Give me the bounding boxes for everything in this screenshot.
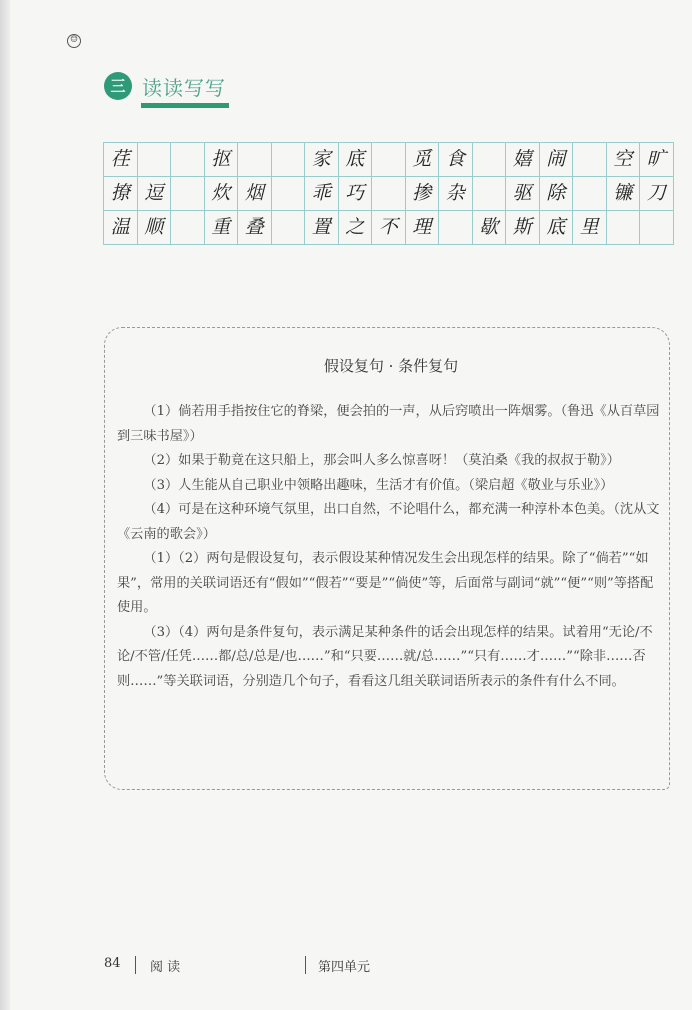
grid-cell bbox=[640, 211, 674, 245]
footer-unit: 第四单元 bbox=[318, 960, 371, 975]
grid-cell bbox=[171, 211, 205, 245]
box-title: 假设复句 · 条件复句 bbox=[323, 357, 459, 375]
section-number-badge: 三 bbox=[104, 72, 132, 100]
grid-cell: 掺 bbox=[406, 177, 440, 211]
page-edge bbox=[0, 0, 10, 1010]
paragraph: （3）人生能从自己职业中领略出趣味，生活才有价值。（梁启超《敬业与乐业》） bbox=[143, 477, 614, 493]
grid-cell: 理 bbox=[406, 211, 440, 245]
grid-cell bbox=[138, 143, 172, 177]
paragraph: （2）如果于勒竟在这只船上，那会叫人多么惊喜呀！（莫泊桑《我的叔叔于勒》） bbox=[143, 453, 620, 468]
paragraph: （3）（4）两句是条件复句，表示满足某种条件的话会出现怎样的结果。试着用“无论/不论/不管/任凭……都/总/总是/也……”和“只要……就/总……”“只有……才……”“除非……否则……”等关联词语，分别造几个句子，看看这几组关联词语所表示的条件有什么不同。 bbox=[117, 624, 653, 689]
grid-cell: 逗 bbox=[138, 177, 172, 211]
word-grid bbox=[103, 142, 674, 245]
grid-cell: 叠 bbox=[238, 211, 272, 245]
footer-divider bbox=[135, 956, 136, 974]
grid-cell bbox=[473, 143, 507, 177]
grid-cell: 抠 bbox=[205, 143, 239, 177]
grid-cell: 炊 bbox=[205, 177, 239, 211]
grid-cell bbox=[573, 177, 607, 211]
grid-cell: 驱 bbox=[506, 177, 540, 211]
grid-cell: 觅 bbox=[406, 143, 440, 177]
grid-cell bbox=[238, 143, 272, 177]
section-title: 读读写写 bbox=[142, 76, 226, 100]
grid-cell: 旷 bbox=[640, 143, 674, 177]
footer-divider bbox=[305, 956, 306, 974]
grid-cell: 杂 bbox=[439, 177, 473, 211]
grid-cell: 空 bbox=[607, 143, 641, 177]
grid-cell bbox=[607, 211, 641, 245]
grid-cell bbox=[372, 177, 406, 211]
grid-cell: 歇 bbox=[473, 211, 507, 245]
grid-cell: 除 bbox=[540, 177, 574, 211]
grid-cell: 乖 bbox=[305, 177, 339, 211]
grid-cell: 嬉 bbox=[506, 143, 540, 177]
grid-cell: 巧 bbox=[339, 177, 373, 211]
grid-cell: 之 bbox=[339, 211, 373, 245]
grid-cell bbox=[372, 143, 406, 177]
box-body bbox=[117, 400, 663, 694]
grid-cell: 顺 bbox=[138, 211, 172, 245]
paragraph: （1）倘若用手指按住它的脊梁，便会拍的一声，从后窍喷出一阵烟雾。（鲁迅《从百草园到三味书屋》） bbox=[117, 404, 660, 444]
page-number: 84 bbox=[104, 956, 121, 971]
grid-cell: 烟 bbox=[238, 177, 272, 211]
title-underline bbox=[141, 103, 229, 108]
paragraph: （1）（2）两句是假设复句，表示假设某种情况发生会出现怎样的结果。除了“倘若”“如果”，常用的关联词语还有“假如”“假若”“要是”“倘使”等，后面常与副词“就”“便”“则”等搭配使用。 bbox=[117, 551, 654, 615]
grid-cell: 家 bbox=[305, 143, 339, 177]
grid-cell: 食 bbox=[439, 143, 473, 177]
grid-cell: 撩 bbox=[104, 177, 138, 211]
grid-cell bbox=[573, 143, 607, 177]
grid-cell bbox=[439, 211, 473, 245]
grid-cell bbox=[272, 211, 306, 245]
grid-cell: 里 bbox=[573, 211, 607, 245]
grid-cell: 不 bbox=[372, 211, 406, 245]
grid-cell bbox=[171, 143, 205, 177]
grid-cell: 刀 bbox=[640, 177, 674, 211]
grid-cell bbox=[171, 177, 205, 211]
grid-cell: 荏 bbox=[104, 143, 138, 177]
footer-section: 阅 读 bbox=[150, 960, 181, 975]
grid-cell bbox=[473, 177, 507, 211]
grid-cell bbox=[272, 177, 306, 211]
grid-cell bbox=[272, 143, 306, 177]
paragraph: （4）可是在这种环境气氛里，出口自然，不论唱什么，都充满一种淳朴本色美。（沈从文《云南的歌会》） bbox=[117, 502, 660, 542]
grid-cell: 底 bbox=[339, 143, 373, 177]
grid-cell: 重 bbox=[205, 211, 239, 245]
smiley-icon: ☺ bbox=[67, 34, 81, 48]
grid-cell: 温 bbox=[104, 211, 138, 245]
grid-cell: 闹 bbox=[540, 143, 574, 177]
grid-cell: 底 bbox=[540, 211, 574, 245]
grid-cell: 斯 bbox=[506, 211, 540, 245]
grid-cell: 镰 bbox=[607, 177, 641, 211]
grid-cell: 置 bbox=[305, 211, 339, 245]
